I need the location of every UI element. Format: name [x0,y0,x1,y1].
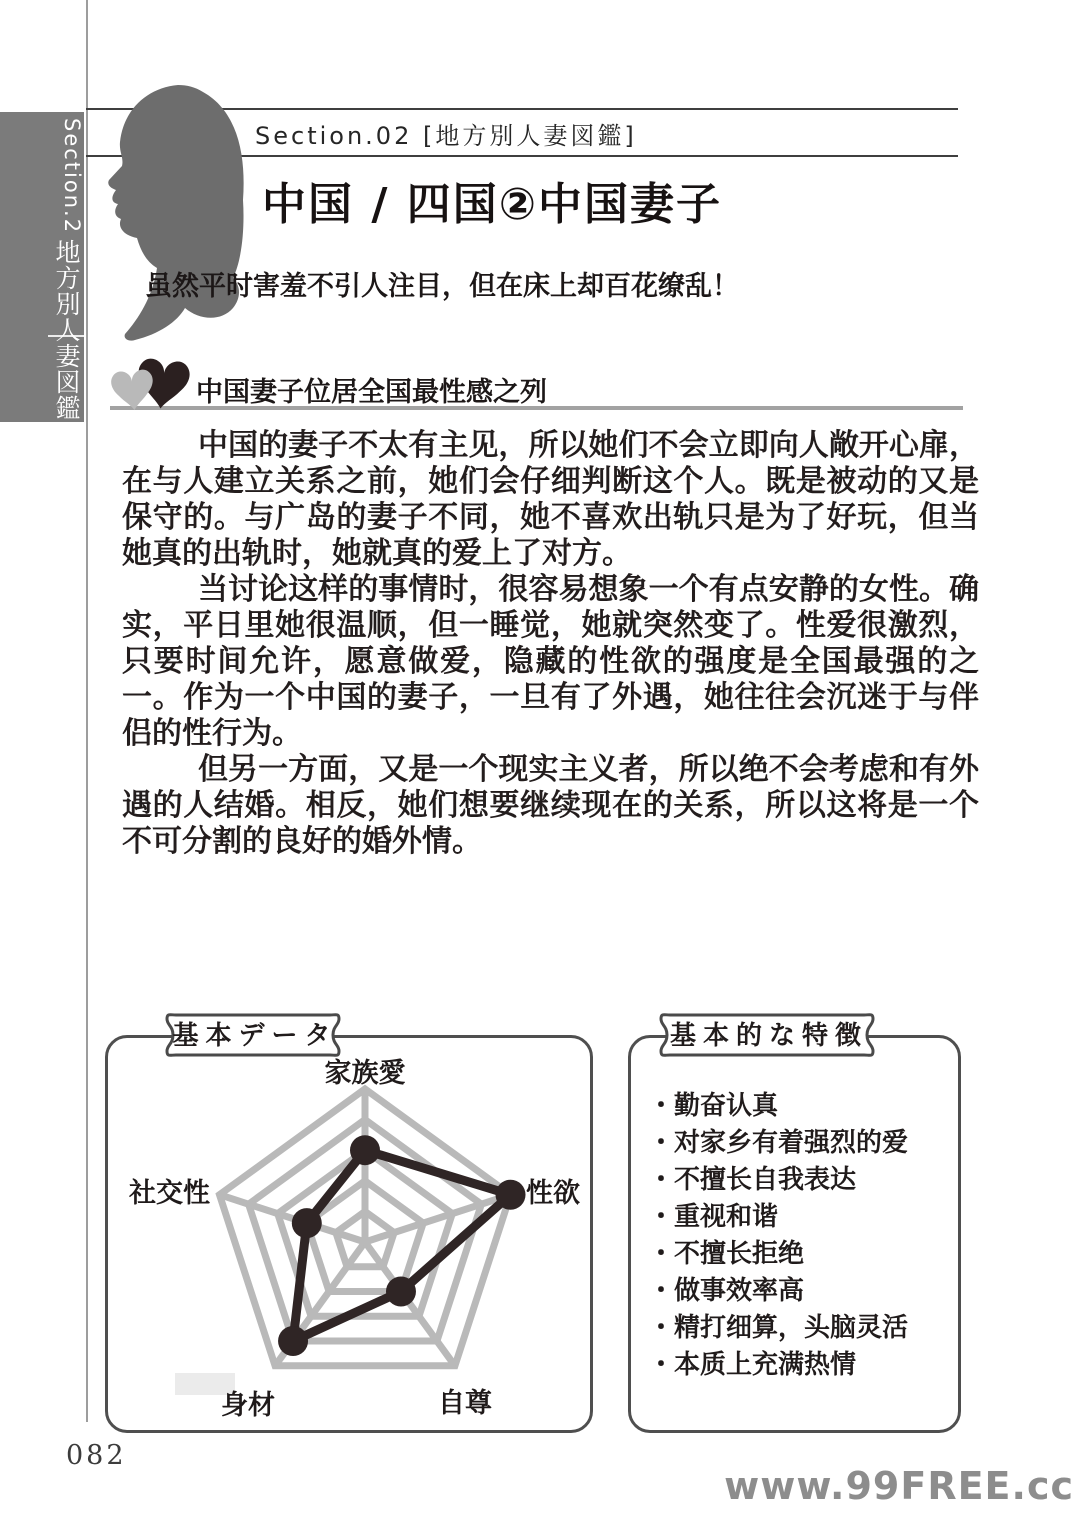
radar-plot [219,1089,525,1366]
body-paragraph: 但另一方面，又是一个现实主义者，所以绝不会考虑和有外遇的人结婚。相反，她们想要继续现在的关系，所以这将是一个不可分割的良好的婚外情。 [122,752,979,859]
list-item: ・勤奋认真 [648,1091,779,1121]
bullet: ・ [648,1091,675,1121]
features-list [648,1088,940,1384]
list-item: ・重视和谐 [648,1202,779,1232]
bullet: ・ [648,1313,675,1343]
list-item: ・不擅长自我表达 [648,1165,857,1195]
page-subtitle: 虽然平时害羞不引人注目，但在床上却百花缭乱！ [145,271,739,302]
section-heading: 中国妻子位居全国最性感之列 [196,377,547,408]
list-item: ・不擅长拒绝 [648,1239,805,1269]
bullet: ・ [648,1165,675,1195]
sidebar-section-number: Section.2 [60,117,84,235]
list-item: ・做事效率高 [648,1276,805,1306]
body-paragraph: 中国的妻子不太有主见，所以她们不会立即向人敞开心扉，在与人建立关系之前，她们会仔细判断这个人。既是被动的又是保守的。与广岛的妻子不同，她不喜欢出轨只是为了好玩，但当她真的出轨时，她就真的爱上了对方。 [122,428,979,571]
radar-chart [108,1038,584,1424]
page-number: 082 [66,1440,127,1471]
radar-axis-label-family-love: 家族愛 [324,1058,406,1089]
bullet: ・ [648,1350,675,1380]
page-title: 中国 / 四国②中国妻子 [262,179,722,230]
features-box-title: 基本的な特徴 [669,1021,869,1051]
bullet: ・ [648,1128,675,1158]
sidebar-vertical-rule [86,0,88,1422]
body-paragraph: 当讨论这样的事情时，很容易想象一个有点安静的女性。确实，平日里她很温顺，但一睡觉，她就突然变了。性爱很激烈，只要时间允许，愿意做爱，隐藏的性欲的强度是全国最强的之一。作为一个中国的妻子，一旦有了外遇，她往往会沉迷于与伴侣的性行为。 [122,572,979,751]
article-body [122,428,979,860]
section-kicker: Section.02 [地方別人妻図鑑] [255,122,637,150]
radar-axis-label-libido: 性欲 [526,1178,580,1209]
radar-axis-label-pride: 自尊 [438,1388,492,1419]
radar-axis-label-figure: 身材 [221,1390,275,1421]
list-item: ・精打细算，头脑灵活 [648,1313,909,1343]
sidebar-section-title: 地方別人妻図鑑 [52,239,81,421]
list-item: ・对家乡有着强烈的爱 [648,1128,909,1158]
watermark: www.99FREE.cc [724,1464,1074,1508]
radar-box-title-plaque [158,1011,348,1059]
radar-axis-label-sociability: 社交性 [129,1178,210,1209]
bullet: ・ [648,1239,675,1269]
bullet: ・ [648,1202,675,1232]
radar-box-title: 基本データ [172,1021,338,1051]
sidebar-section-tab [0,112,84,422]
features-box-title-plaque [652,1011,882,1059]
woman-profile-silhouette-icon [103,82,251,350]
bullet: ・ [648,1276,675,1306]
list-item: ・本质上充满热情 [648,1350,857,1380]
